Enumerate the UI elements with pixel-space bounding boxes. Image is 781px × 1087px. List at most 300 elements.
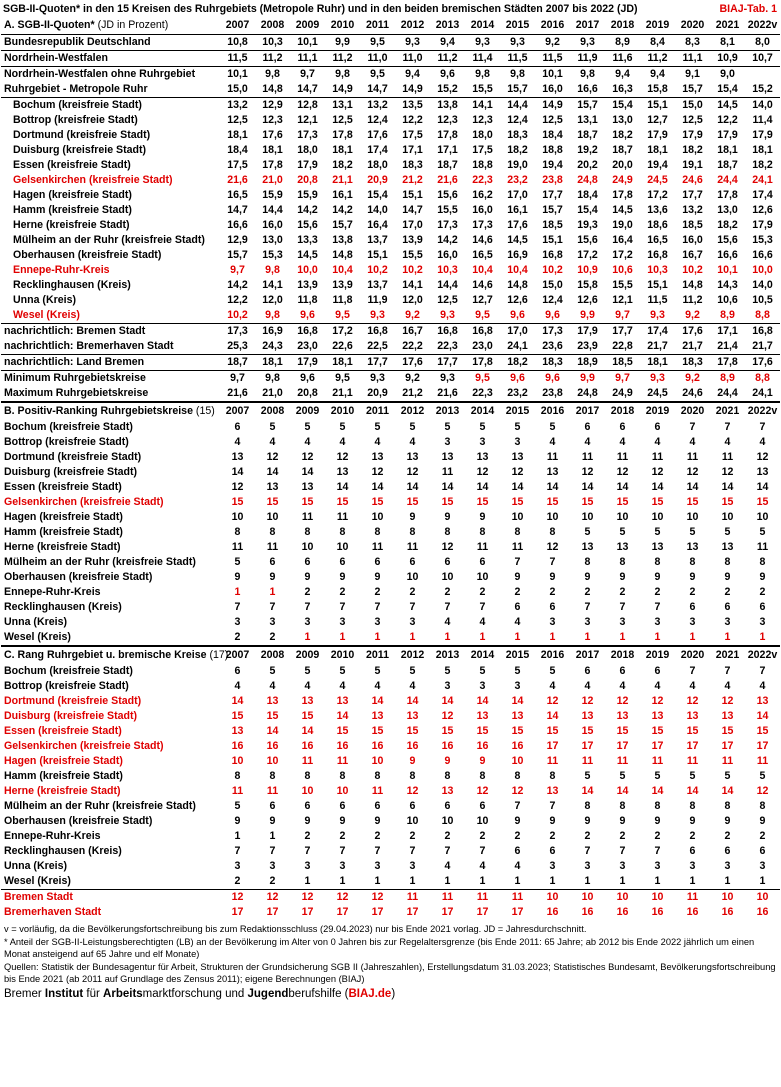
value-cell: 11,5 [500, 51, 535, 67]
table-row [1, 664, 780, 679]
value-cell: 16,9 [255, 324, 290, 340]
value-cell: 19,2 [577, 144, 598, 156]
table-row [1, 113, 780, 128]
value-cell: 17 [756, 740, 769, 752]
value-cell: 24,8 [577, 174, 598, 186]
value-cell: 9,4 [650, 68, 665, 80]
value-cell: 10 [745, 890, 780, 906]
value-cell: 13 [546, 785, 559, 797]
value-cell: 3 [584, 616, 591, 628]
value-cell: 12,3 [262, 114, 283, 126]
value-cell: 17,9 [570, 324, 605, 340]
value-cell: 12 [476, 466, 489, 478]
table-row [1, 173, 780, 188]
credit-part: Institut [44, 987, 84, 1000]
value-cell: 12 [686, 695, 699, 707]
value-cell: 9,3 [370, 309, 385, 321]
value-cell: 17,1 [437, 144, 458, 156]
value-cell: 13 [581, 710, 594, 722]
value-cell: 17,2 [325, 324, 360, 340]
section-header-row [1, 402, 780, 420]
table-row [1, 218, 780, 233]
value-cell: 17,8 [332, 129, 353, 141]
value-cell: 8 [304, 770, 311, 782]
value-cell: 21,7 [675, 339, 710, 355]
value-cell: 12 [255, 890, 290, 906]
value-cell: 15 [371, 496, 384, 508]
value-cell: 8 [689, 800, 696, 812]
value-cell: 9,6 [440, 68, 455, 80]
value-cell: 12 [651, 695, 664, 707]
table-row [1, 465, 780, 480]
value-cell: 17,9 [752, 219, 773, 231]
value-cell: 3 [374, 860, 381, 872]
value-cell: 12 [581, 466, 594, 478]
value-cell: 16,3 [612, 83, 633, 95]
value-cell: 24,9 [612, 174, 633, 186]
value-cell: 3 [689, 616, 696, 628]
value-cell: 17,9 [297, 159, 318, 171]
value-cell: 10 [476, 571, 489, 583]
value-cell: 10,1 [227, 68, 248, 80]
row-label: Minimum Ruhrgebietskreise [1, 371, 220, 387]
table-row [1, 754, 780, 769]
value-cell: 14 [406, 695, 419, 707]
value-cell: 18,3 [675, 355, 710, 371]
value-cell: 16 [336, 740, 349, 752]
value-cell: 13 [686, 710, 699, 722]
value-cell: 12,7 [647, 114, 668, 126]
value-cell: 1 [724, 631, 731, 643]
value-cell: 17,5 [402, 129, 423, 141]
value-cell: 13 [616, 710, 629, 722]
value-cell: 14,4 [437, 279, 458, 291]
year-header: 2009 [290, 17, 325, 35]
value-cell: 7 [339, 601, 346, 613]
value-cell: 14 [266, 725, 279, 737]
value-cell: 8 [689, 556, 696, 568]
value-cell: 9,3 [570, 35, 605, 51]
value-cell: 2 [654, 830, 661, 842]
value-cell: 10 [266, 755, 279, 767]
year-header: 2020 [675, 402, 710, 420]
value-cell: 10,7 [745, 51, 780, 67]
row-label: Gelsenkirchen (kreisfreie Stadt) [4, 496, 164, 508]
value-cell: 17,3 [472, 219, 493, 231]
value-cell: 15,2 [437, 83, 458, 95]
value-cell: 3 [759, 860, 766, 872]
value-cell: 17 [371, 906, 384, 918]
value-cell: 1 [724, 875, 731, 887]
value-cell: 4 [444, 860, 451, 872]
value-cell: 13 [406, 710, 419, 722]
value-cell: 13,2 [682, 204, 703, 216]
data-table [1, 17, 780, 920]
value-cell: 11 [500, 890, 535, 906]
value-cell: 1 [759, 631, 766, 643]
value-cell: 15 [756, 725, 769, 737]
value-cell: 13,0 [262, 234, 283, 246]
row-label: Hagen (kreisfreie Stadt) [4, 511, 123, 523]
value-cell: 18,5 [542, 219, 563, 231]
value-cell: 3 [339, 860, 346, 872]
value-cell: 16,6 [717, 249, 738, 261]
year-header: 2009 [290, 646, 325, 664]
value-cell: 17,6 [507, 219, 528, 231]
value-cell: 5 [689, 526, 696, 538]
value-cell: 15,9 [297, 189, 318, 201]
value-cell: 12 [721, 695, 734, 707]
value-cell: 10 [266, 511, 279, 523]
value-cell: 4 [409, 680, 416, 692]
value-cell: 21,1 [332, 387, 353, 399]
value-cell: 16,5 [227, 189, 248, 201]
value-cell: 9 [584, 815, 591, 827]
value-cell: 9 [759, 571, 766, 583]
table-row [1, 510, 780, 525]
value-cell: 16 [511, 740, 524, 752]
value-cell: 10 [546, 511, 559, 523]
value-cell: 17,8 [465, 355, 500, 371]
value-cell: 12,0 [402, 294, 423, 306]
value-cell: 9,7 [605, 371, 640, 387]
value-cell: 15 [616, 496, 629, 508]
value-cell: 13 [651, 710, 664, 722]
row-label: Bochum (kreisfreie Stadt) [4, 421, 133, 433]
value-cell: 15 [231, 710, 244, 722]
value-cell: 10,2 [402, 264, 423, 276]
value-cell: 16,8 [290, 324, 325, 340]
value-cell: 14 [406, 481, 419, 493]
value-cell: 12 [220, 890, 255, 906]
value-cell: 16 [301, 740, 314, 752]
value-cell: 13 [511, 710, 524, 722]
value-cell: 11 [721, 451, 734, 463]
value-cell: 1 [479, 631, 486, 643]
table-row [1, 709, 780, 724]
value-cell: 5 [479, 421, 486, 433]
value-cell: 10,2 [227, 309, 248, 321]
value-cell: 19,0 [612, 219, 633, 231]
value-cell: 11,9 [367, 294, 388, 306]
row-label: Duisburg (kreisfreie Stadt) [4, 710, 138, 722]
value-cell: 16 [476, 740, 489, 752]
value-cell: 14,7 [367, 83, 388, 95]
row-label: Bundesrepublik Deutschland [1, 35, 220, 51]
value-cell: 13 [581, 541, 594, 553]
value-cell: 5 [584, 770, 591, 782]
value-cell: 15,8 [647, 83, 668, 95]
value-cell: 16,6 [577, 83, 598, 95]
value-cell: 9 [759, 815, 766, 827]
value-cell: 15 [476, 496, 489, 508]
row-label: Bottrop (kreisfreie Stadt) [4, 436, 129, 448]
value-cell: 3 [549, 860, 556, 872]
value-cell: 14 [546, 481, 559, 493]
section-heading-note: (17) [206, 649, 229, 661]
value-cell: 8 [269, 526, 276, 538]
value-cell: 17,7 [682, 189, 703, 201]
value-cell: 10 [336, 541, 349, 553]
year-header: 2011 [360, 646, 395, 664]
table-row [1, 128, 780, 143]
row-label: nachrichtlich: Bremerhaven Stadt [1, 339, 220, 355]
value-cell: 16,6 [227, 219, 248, 231]
value-cell: 17,6 [367, 129, 388, 141]
value-cell: 5 [269, 421, 276, 433]
value-cell: 4 [339, 680, 346, 692]
value-cell: 4 [549, 436, 556, 448]
value-cell: 11 [301, 511, 314, 523]
value-cell: 15 [581, 725, 594, 737]
footnote: Quellen: Statistik der Bundesagentur für Arbeit, Strukturen der Grundsicherung SGB II (Jahreszahlen), Erstellungsdatum 31.03.2023; Statistisches Bundesamt, Bevölkerungsfortschreibung bis Ende 2021 (ab 2011 auf Grundlage des Zensus 2011); eigene Berechnungen (BIAJ) [4, 961, 776, 985]
value-cell: 14,2 [332, 204, 353, 216]
table-row [1, 600, 780, 615]
value-cell: 1 [339, 875, 346, 887]
value-cell: 7 [304, 601, 311, 613]
value-cell: 10 [406, 815, 419, 827]
value-cell: 13 [231, 725, 244, 737]
value-cell: 13 [231, 451, 244, 463]
value-cell: 13 [476, 710, 489, 722]
value-cell: 11,8 [332, 294, 353, 306]
value-cell: 10 [301, 785, 314, 797]
year-header: 2007 [220, 646, 255, 664]
value-cell: 7 [619, 845, 626, 857]
value-cell: 12 [581, 695, 594, 707]
value-cell: 15,0 [675, 98, 710, 114]
value-cell: 9 [339, 571, 346, 583]
value-cell: 1 [689, 875, 696, 887]
value-cell: 15 [756, 496, 769, 508]
value-cell: 17,0 [507, 189, 528, 201]
value-cell: 6 [689, 601, 696, 613]
value-cell: 12 [546, 695, 559, 707]
value-cell: 14 [266, 466, 279, 478]
row-label: Herne (kreisfreie Stadt) [4, 785, 121, 797]
value-cell: 24,1 [752, 387, 773, 399]
value-cell: 12 [616, 695, 629, 707]
value-cell: 21,6 [227, 387, 248, 399]
section-heading [1, 17, 220, 35]
table-row [1, 694, 780, 709]
value-cell: 17,0 [500, 324, 535, 340]
value-cell: 14,0 [367, 204, 388, 216]
value-cell: 12,2 [402, 114, 423, 126]
value-cell: 13,9 [402, 234, 423, 246]
table-row [1, 814, 780, 829]
value-cell: 12,6 [507, 294, 528, 306]
value-cell: 18,1 [752, 144, 773, 156]
value-cell: 9,7 [300, 68, 315, 80]
value-cell: 9,3 [640, 371, 675, 387]
value-cell: 3 [234, 860, 241, 872]
value-cell: 12,7 [472, 294, 493, 306]
value-cell: 15 [406, 496, 419, 508]
value-cell: 3 [654, 860, 661, 872]
value-cell: 17,2 [612, 249, 633, 261]
value-cell: 23,8 [542, 387, 563, 399]
value-cell: 8 [304, 526, 311, 538]
table-row [1, 890, 780, 906]
value-cell: 9,8 [265, 264, 280, 276]
value-cell: 15 [406, 725, 419, 737]
value-cell: 15,7 [227, 249, 248, 261]
value-cell: 6 [584, 665, 591, 677]
year-header: 2022v [745, 646, 780, 664]
value-cell: 10,4 [507, 264, 528, 276]
table-row [1, 859, 780, 874]
value-cell: 15 [301, 496, 314, 508]
value-cell: 13,1 [325, 98, 360, 114]
value-cell: 14,9 [332, 83, 353, 95]
value-cell: 3 [724, 616, 731, 628]
value-cell: 2 [689, 830, 696, 842]
value-cell: 2 [759, 586, 766, 598]
value-cell: 1 [619, 631, 626, 643]
value-cell: 7 [619, 601, 626, 613]
value-cell: 18,1 [647, 144, 668, 156]
value-cell: 10 [535, 890, 570, 906]
value-cell: 14 [616, 785, 629, 797]
value-cell: 10,2 [367, 264, 388, 276]
value-cell: 6 [514, 845, 521, 857]
value-cell: 14 [651, 481, 664, 493]
year-header: 2018 [605, 17, 640, 35]
value-cell: 11 [231, 541, 244, 553]
year-header: 2014 [465, 646, 500, 664]
value-cell: 22,3 [430, 339, 465, 355]
value-cell: 2 [269, 875, 276, 887]
value-cell: 6 [234, 665, 241, 677]
value-cell: 17,6 [675, 324, 710, 340]
value-cell: 6 [409, 800, 416, 812]
value-cell: 7 [759, 665, 766, 677]
value-cell: 4 [759, 436, 766, 448]
value-cell: 18,2 [332, 159, 353, 171]
value-cell: 8,3 [675, 35, 710, 51]
value-cell: 17 [231, 906, 244, 918]
value-cell: 10 [441, 571, 454, 583]
value-cell: 14 [301, 725, 314, 737]
value-cell: 14,5 [612, 204, 633, 216]
table-row [1, 480, 780, 495]
value-cell: 8 [619, 800, 626, 812]
value-cell: 6 [689, 845, 696, 857]
value-cell: 7 [374, 601, 381, 613]
value-cell: 8 [234, 770, 241, 782]
value-cell: 15,4 [367, 189, 388, 201]
value-cell: 23,2 [507, 387, 528, 399]
value-cell: 11,2 [640, 51, 675, 67]
value-cell: 9 [514, 815, 521, 827]
value-cell: 24,4 [717, 174, 738, 186]
value-cell: 4 [444, 616, 451, 628]
value-cell: 4 [269, 680, 276, 692]
value-cell: 14 [371, 481, 384, 493]
value-cell: 7 [304, 845, 311, 857]
value-cell: 15 [721, 496, 734, 508]
value-cell: 14 [441, 695, 454, 707]
value-cell: 10 [371, 511, 384, 523]
value-cell: 18,7 [717, 159, 738, 171]
value-cell: 4 [479, 860, 486, 872]
value-cell: 11,4 [752, 114, 773, 126]
value-cell: 11,1 [675, 51, 710, 67]
table-row [1, 143, 780, 158]
row-label: Herne (kreisfreie Stadt) [13, 219, 130, 231]
table-row [1, 784, 780, 799]
year-header: 2015 [500, 402, 535, 420]
value-cell: 15,7 [542, 204, 563, 216]
value-cell: 10 [441, 815, 454, 827]
value-cell: 1 [549, 631, 556, 643]
row-label: Dortmund (kreisfreie Stadt) [4, 451, 142, 463]
value-cell: 15,4 [717, 83, 738, 95]
value-cell: 5 [444, 421, 451, 433]
value-cell: 2 [374, 830, 381, 842]
value-cell: 14 [651, 785, 664, 797]
value-cell: 14 [756, 710, 769, 722]
table-row [1, 555, 780, 570]
value-cell: 7 [444, 845, 451, 857]
value-cell: 15,7 [682, 83, 703, 95]
table-row [1, 905, 780, 920]
table-row [1, 495, 780, 510]
year-header: 2007 [220, 402, 255, 420]
value-cell: 15,5 [472, 83, 493, 95]
value-cell: 11,5 [535, 51, 570, 67]
value-cell: 9,1 [685, 68, 700, 80]
value-cell: 5 [304, 665, 311, 677]
year-header: 2019 [640, 17, 675, 35]
section-header-row [1, 646, 780, 664]
value-cell: 7 [654, 845, 661, 857]
value-cell: 15 [581, 496, 594, 508]
value-cell: 11 [581, 451, 594, 463]
value-cell: 15,6 [437, 189, 458, 201]
value-cell: 12 [231, 481, 244, 493]
value-cell: 2 [479, 830, 486, 842]
value-cell: 16,8 [465, 324, 500, 340]
value-cell: 1 [654, 631, 661, 643]
value-cell: 9 [689, 571, 696, 583]
table-row [1, 630, 780, 646]
value-cell: 5 [514, 421, 521, 433]
value-cell: 16,0 [542, 83, 563, 95]
value-cell: 16 [406, 740, 419, 752]
value-cell: 15 [441, 496, 454, 508]
value-cell: 11 [651, 755, 664, 767]
value-cell: 3 [409, 860, 416, 872]
value-cell: 14,1 [465, 98, 500, 114]
value-cell: 21,7 [745, 339, 780, 355]
year-header: 2013 [430, 646, 465, 664]
value-cell: 5 [549, 665, 556, 677]
year-header: 2014 [465, 402, 500, 420]
value-cell: 9 [234, 571, 241, 583]
value-cell: 14 [301, 466, 314, 478]
value-cell: 16,8 [647, 249, 668, 261]
value-cell: 10 [640, 890, 675, 906]
value-cell: 13 [406, 451, 419, 463]
value-cell: 3 [549, 616, 556, 628]
value-cell: 4 [514, 616, 521, 628]
value-cell: 18,1 [325, 355, 360, 371]
value-cell: 12,5 [682, 114, 703, 126]
value-cell: 17,7 [430, 355, 465, 371]
value-cell: 23,0 [465, 339, 500, 355]
